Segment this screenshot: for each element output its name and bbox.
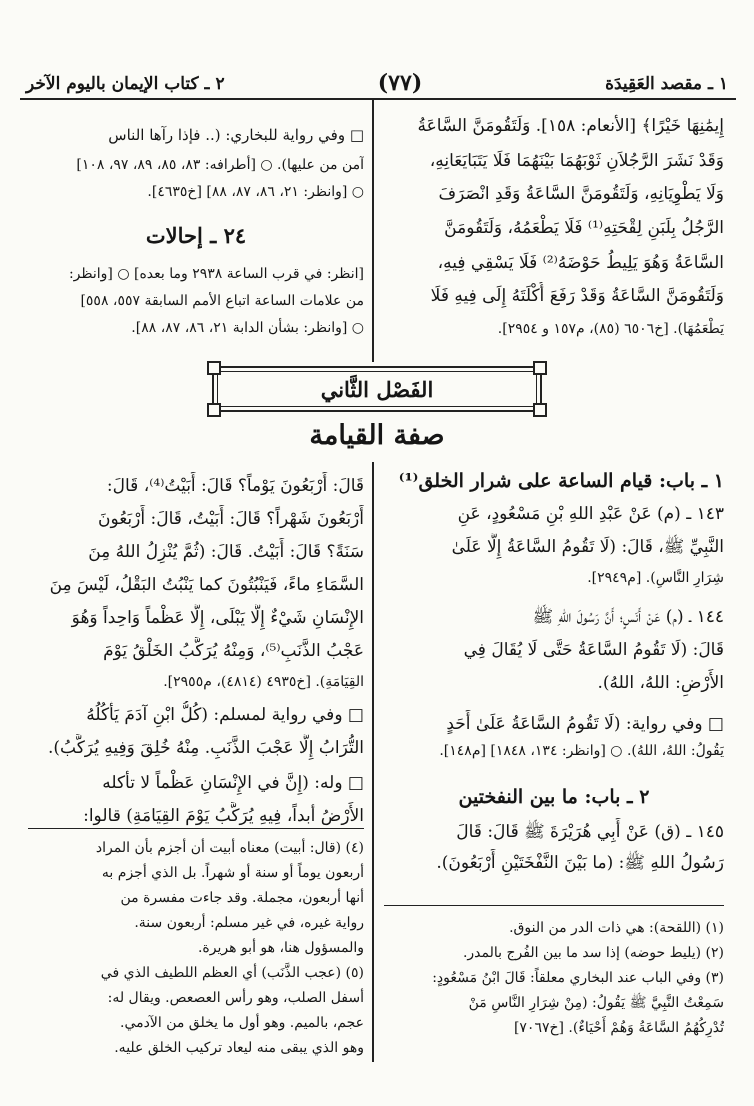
bab-1-heading: ١ ـ باب: قيام الساعة على شرار الخلق⁽¹⁾	[398, 470, 724, 492]
main-title: صفة القيامة	[309, 420, 445, 451]
footnote: (٤) (قال: أبيت) معناه أبيت أن أجزم بأن المراد	[95, 840, 364, 856]
top-left-column	[28, 122, 364, 341]
box-corner-ornament	[207, 403, 221, 417]
hadith-143	[384, 500, 724, 591]
text-line: قَالَ: (لَا تَقُومُ السَّاعَةُ حَتَّى لَا يُقَالَ فِي	[463, 640, 724, 660]
text-line: شِرَارِ النَّاسِ). [م٢٩٤٩].	[587, 570, 724, 586]
text-line: أَرْبَعُونَ شَهْراً؟ قَالَ: أَبَيْتُ، قَالَ: أَرْبَعُونَ	[97, 509, 364, 529]
footnote: (٢) (يليط حوضه) إذا سد ما بين الفُرج بالمدر.	[462, 945, 724, 961]
text-line: [انظر: في قرب الساعة ٢٩٣٨ وما بعده] ○ [وانظر:	[68, 266, 364, 282]
footnote-rule	[384, 905, 724, 906]
text-line: آمن من عليها). ○ [أطرافه: ٨٣، ٨٥، ٨٩، ٩٧، ١٠٨]	[76, 157, 364, 173]
footnote: عجم، بالميم. وهو أول ما يخلق من الآدمي.	[120, 1015, 364, 1031]
top-right-column	[384, 112, 724, 342]
text-line: ○ [وانظر: بشأن الدابة ٢١، ٨٦، ٨٧، ٨٨].	[131, 320, 364, 336]
section-heading-ihalat: ٢٤ ـ إحالات	[145, 223, 247, 248]
bab-2-heading: ٢ ـ باب: ما بين النفختين	[458, 786, 650, 808]
text-line: وَلَتَقُومَنَّ السَّاعَةُ وَقَدْ رَفَعَ أُكْلَتَهُ إِلَى فِيهِ فَلَا	[430, 286, 724, 306]
running-header	[20, 64, 736, 98]
footnote: (١) (اللقحة): هي ذات الدر من النوق.	[509, 920, 724, 936]
text-line: الإِنْسَانِ شَيْءٌ إِلَّا يَبْلَى، إِلَّا عَظْماً وَاحِداً وَهُوَ	[71, 608, 364, 628]
text-line: □ وفي رواية: (لَا تَقُومُ السَّاعَةُ عَلَىٰ أَحَدٍ	[446, 714, 724, 734]
text-line: ○ [وانظر: ٢١، ٨٦، ٨٧، ٨٨] [خ٤٦٣٥].	[147, 184, 364, 200]
hadith-144-riwaya	[384, 710, 724, 764]
text-line: ١٤٣ ـ (م) عَنْ عَبْدِ اللهِ بْنِ مَسْعُودٍ، عَنِ	[457, 504, 724, 524]
bottom-column-divider	[372, 462, 374, 1062]
bottom-right-column	[384, 470, 724, 878]
text-line: عَجْبُ الذَّنَبِ⁽⁵⁾، وَمِنْهُ يُرَكَّبُ الخَلْقُ يَوْمَ	[103, 641, 364, 661]
hadith-144	[384, 603, 724, 698]
text-line: ١٤٤ ـ (م) عَنْ أَنَسٍ؛ أَنَّ رَسُولَ اللهِ ﷺ	[532, 607, 724, 627]
text-line: الأَرْضُ أبداً، فِيهِ يُرَكَّبُ يَوْمَ القِيَامَةِ) قالوا:	[83, 806, 364, 826]
chapter-title-box	[212, 366, 542, 412]
text-line: التُّرَابُ إِلَّا عَجْبَ الذَّنَبِ. مِنْهُ خُلِقَ وَفِيهِ يُرَكَّبُ).	[47, 738, 364, 758]
footnote: (٣) وفي الباب عند البخاري معلقاً: قَالَ ابْنُ مَسْعُودٍ:	[432, 970, 724, 986]
chapter-title: الفَصْل الثَّاني	[320, 376, 434, 402]
footnote: أنها أربعون، مجملة. وقد جاءت مفسرة من	[120, 890, 364, 906]
text-line: رَسُولُ اللهِ ﷺ: (ما بَيْنَ النَّفْخَتَيْنِ أَرْبَعُونَ).	[436, 853, 724, 873]
text-line: من علامات الساعة اتباع الأمم السابقة ٥٥٧، ٥٥٨]	[80, 293, 364, 309]
box-corner-ornament	[533, 403, 547, 417]
footnote: أسفل الصلب، وهو رأس العصعص. ويقال له:	[107, 990, 364, 1006]
text-line: □ وفي رواية للبخاري: (.. فإذا رآها الناس	[108, 126, 364, 144]
text-line: وَقَدْ نَشَرَ الرَّجُلاَنِ ثَوْبَهُمَا بَيْنَهُمَا فَلَا يَتَبَايَعَانِهِ،	[429, 151, 724, 171]
text-line: السَّاعَةُ وَهُوَ يَلِيطُ حَوْضَهُ⁽²⁾ فَلَا يَسْقِي فِيهِ،	[437, 253, 724, 273]
text-line: إِيمَٰنِهَا خَيْرًا﴾ [الأنعام: ١٥٨]. وَلَتَقُومَنَّ السَّاعَةُ	[417, 116, 724, 136]
header-rule	[20, 98, 736, 100]
text-line: يَقُولُ: اللهُ، اللهُ). ○ [وانظر: ١٣٤، ١٨٤٨] [م١٤٨].	[439, 743, 724, 759]
footnote-rule-left	[28, 828, 364, 829]
footnote: والمسؤول هنا، هو أبو هريرة.	[197, 940, 364, 956]
footnote: سَمِعْتُ النَّبِيَّ ﷺ يَقُولُ: (مِنْ شِرَارِ النَّاسِ مَنْ	[468, 995, 724, 1011]
footnote: رواية غيره، في غير مسلم: أربعون سنة.	[134, 915, 364, 931]
box-corner-ornament	[533, 361, 547, 375]
text-line: النَّبِيِّ ﷺ، قَالَ: (لَا تَقُومُ السَّاعَةُ إِلَّا عَلَىٰ	[451, 537, 724, 557]
text-line: السَّمَاءِ ماءً، فَيَنْبُتُونَ كما يَنْبُتُ البَقْلُ، لَيْسَ مِنَ	[49, 575, 364, 595]
text-line: القِيَامَةِ). [خ٤٩٣٥ (٤٨١٤)، م٢٩٥٥].	[163, 674, 364, 690]
bottom-left-column	[28, 472, 364, 831]
text-line: الأَرْضِ: اللهُ، اللهُ).	[597, 673, 724, 693]
text-line: □ وفي رواية لمسلم: (كُلُّ ابْنِ آدَمَ يَأْكُلُهُ	[86, 705, 364, 725]
footnote: (٥) (عجب الذَّنَب) أي العظم اللطيف الذي في	[100, 965, 364, 981]
footnote: أربعون يوماً أو سنة أو شهراً. بل الذي أجزم به	[101, 865, 364, 881]
top-column-divider	[372, 100, 374, 362]
hadith-145	[384, 818, 724, 878]
header-book-title: ٢ ـ كتاب الإيمان باليوم الآخر	[26, 74, 225, 94]
footnotes-right	[384, 916, 724, 1041]
text-line: قَالَ: أَرْبَعُونَ يَوْماً؟ قَالَ: أَبَيْتُ⁽⁴⁾، قَالَ:	[106, 476, 364, 496]
footnote: تُدْرِكُهُمُ السَّاعَةُ وَهُمْ أَحْيَاءٌ). [خ٧٠٦٧]	[513, 1020, 724, 1036]
text-line: يَطْعَمُهَا). [خ٦٥٠٦ (٨٥)، م١٥٧ و ٢٩٥٤].	[497, 321, 724, 337]
page-number: (٧٧)	[377, 70, 423, 96]
text-line: الرَّجُلُ بِلَبَنِ لِقْحَتِهِ⁽¹⁾ فَلَا يَطْعَمُهُ، وَلَتَقُومَنَّ	[444, 218, 724, 238]
footnote: وهو الذي يبقى منه ليعاد تركيب الخلق عليه.	[114, 1040, 364, 1056]
header-section-title: ١ ـ مقصد العَقِيدَة	[605, 74, 728, 94]
text-line: ١٤٥ ـ (ق) عَنْ أَبِي هُرَيْرَةَ ﷺ قَالَ: قَالَ	[456, 822, 724, 842]
text-line: سَنَةً؟ قَالَ: أَبَيْتُ. قَالَ: (ثُمَّ يُنْزِلُ اللهُ مِنَ	[88, 542, 364, 562]
text-line: □ وله: (إِنَّ في الإِنْسَانِ عَظْماً لا تأكله	[102, 773, 364, 793]
footnotes-left	[28, 836, 364, 1061]
text-line: وَلَا يَطْوِيَانِهِ، وَلَتَقُومَنَّ السَّاعَةُ وَقَدِ انْصَرَفَ	[438, 184, 724, 204]
box-corner-ornament	[207, 361, 221, 375]
